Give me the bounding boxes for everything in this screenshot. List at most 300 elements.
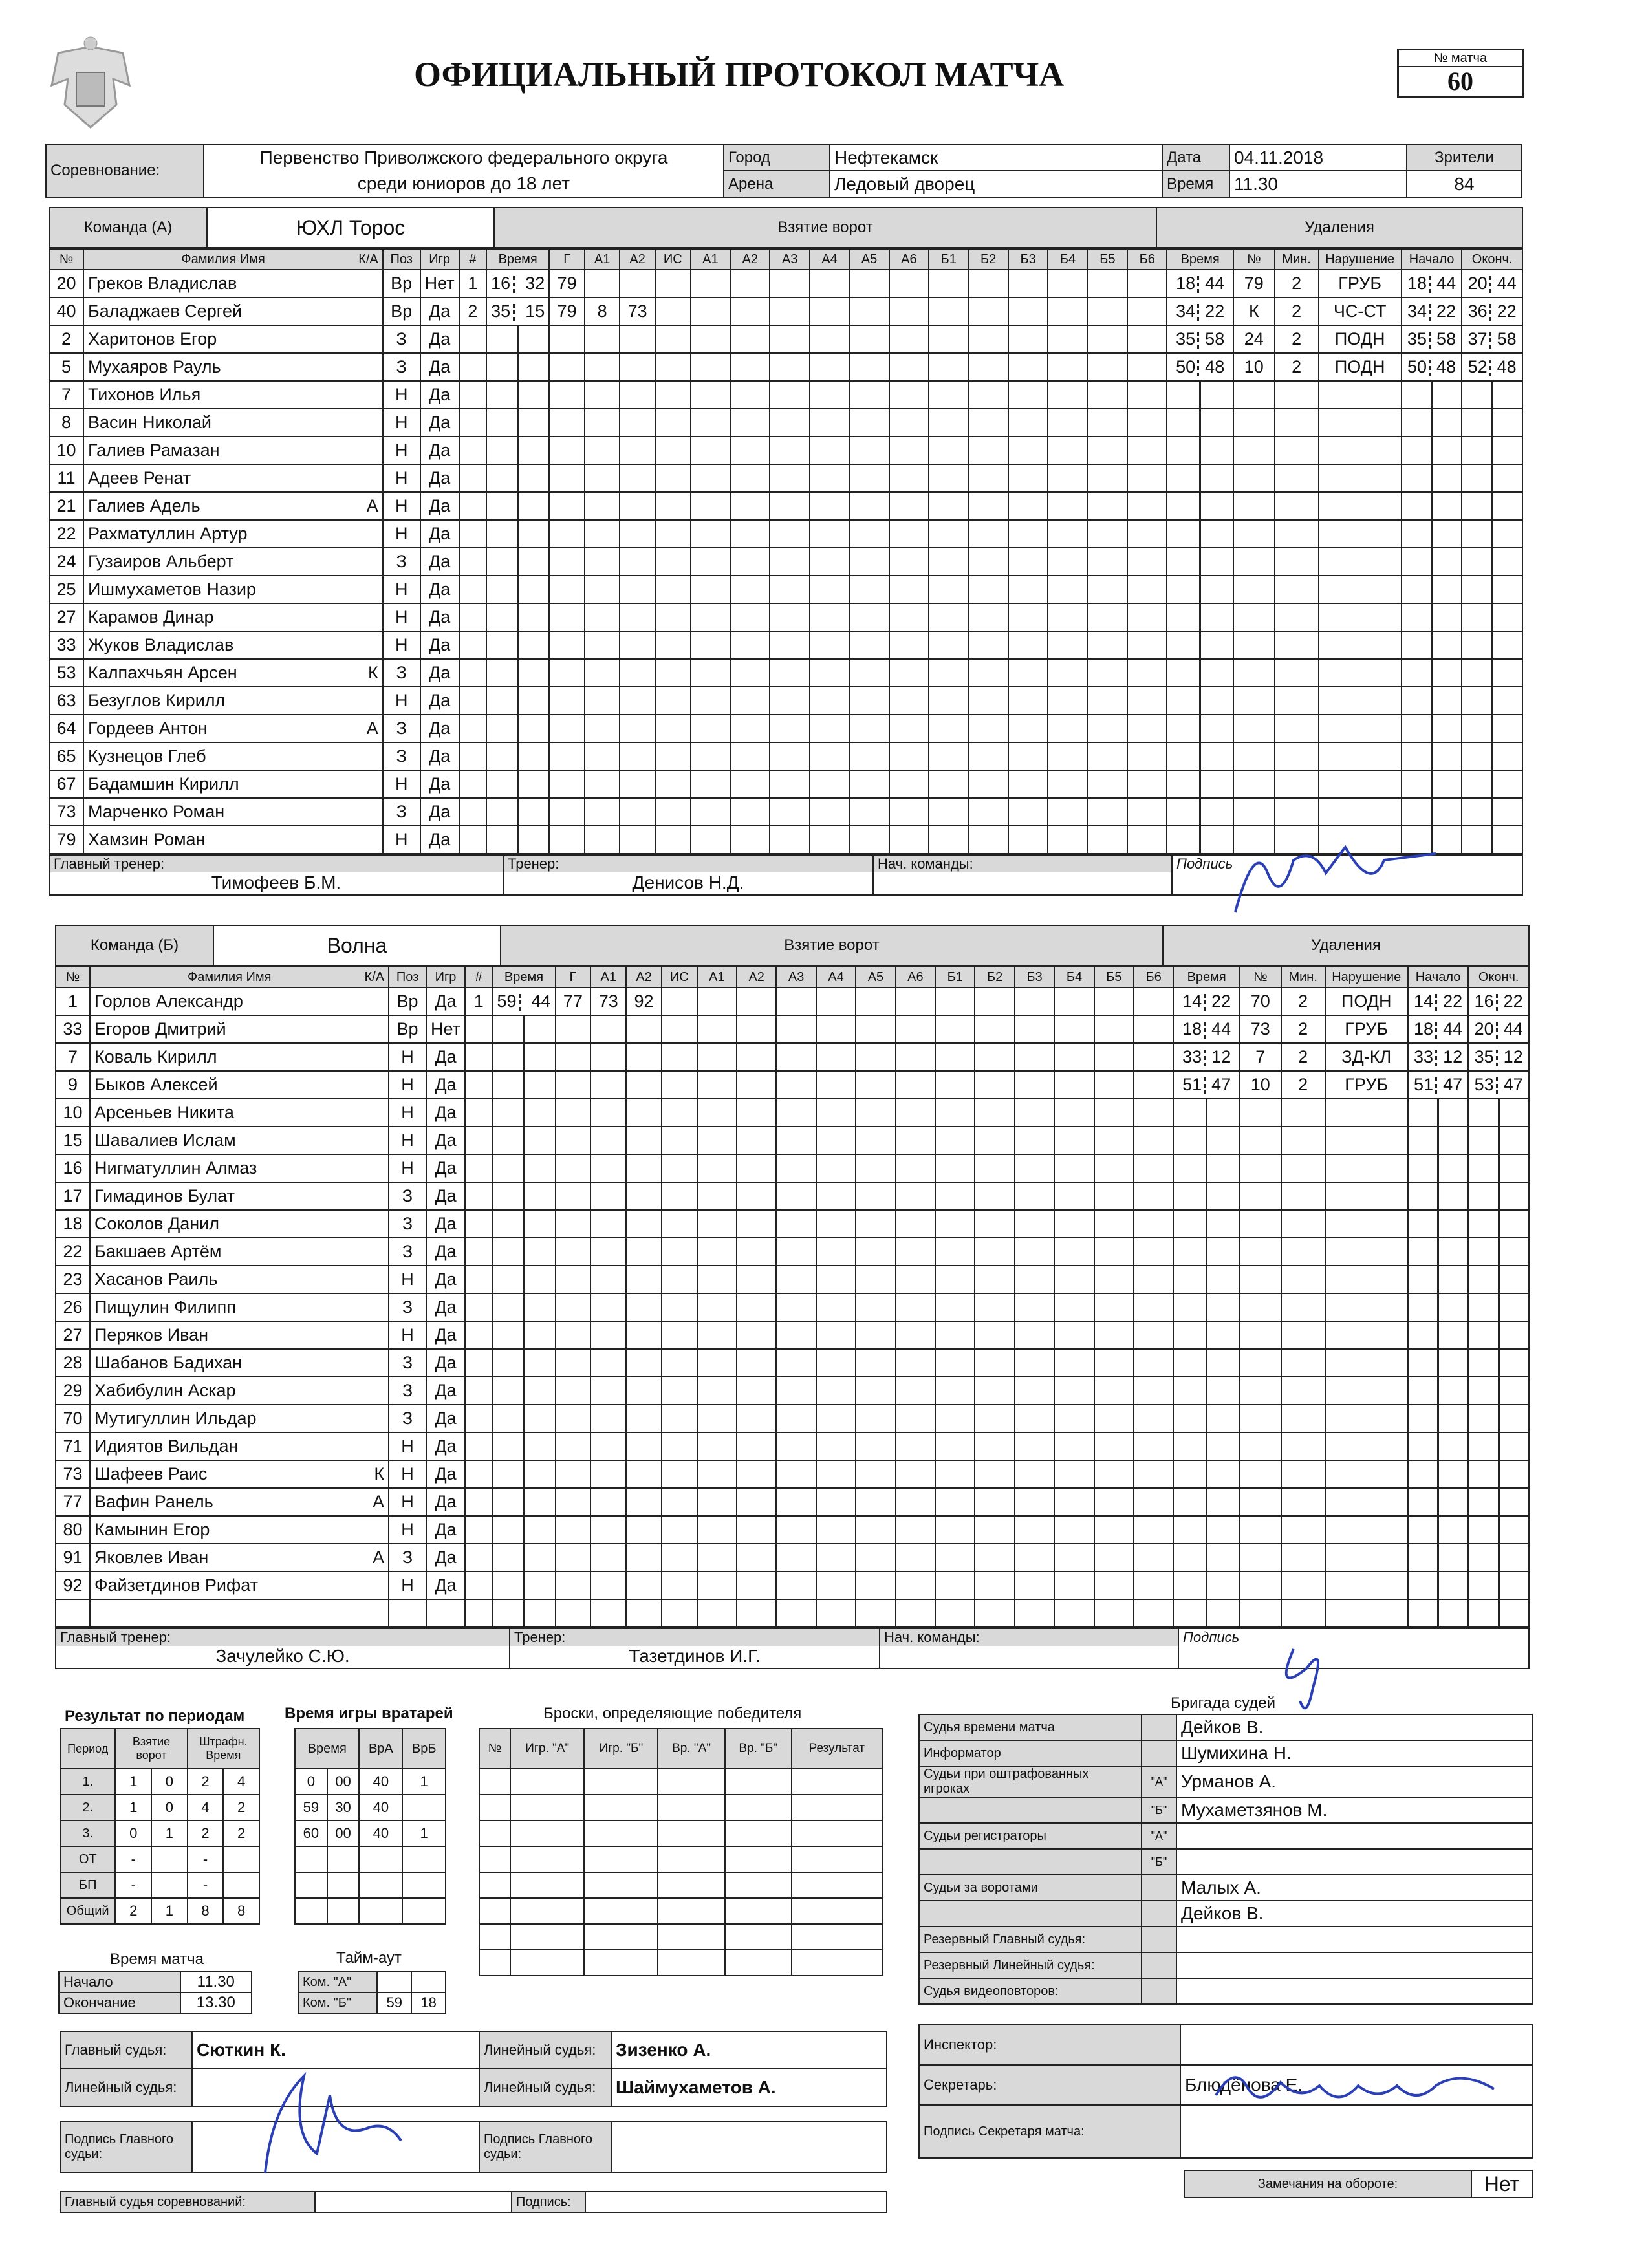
referee-row [919,1740,1532,1766]
empty-cell [1134,1460,1173,1488]
empty-cell [737,1377,776,1405]
empty-cell [1127,576,1167,603]
col-goal-0: # [459,249,486,270]
empty-cell [556,1405,591,1432]
empty-cell [810,492,849,520]
empty-cell [556,1599,591,1627]
empty-cell [1094,1460,1134,1488]
player-name: Баладжаев Сергей [83,297,383,325]
empty-cell [1088,325,1127,353]
empty-cell [929,576,968,603]
empty-cell [549,409,585,437]
empty-cell [730,297,770,325]
empty-cell [620,659,655,687]
empty-cell [1015,1321,1054,1349]
player-row [49,409,1522,437]
empty-cell [1048,520,1087,548]
empty-cell [1127,742,1167,770]
empty-cell [1134,1488,1173,1516]
empty-cell [1088,437,1127,464]
empty-cell [697,1349,737,1377]
player-plays: Да [426,1432,465,1460]
empty-cell [658,1795,724,1820]
empty-cell [465,1266,492,1293]
empty-cell [975,1460,1014,1488]
col-goal-4: А2 [620,249,655,270]
goals-section-title: Взятие ворот [501,925,1163,966]
empty-cell [935,1266,975,1293]
empty-cell [770,715,809,742]
player-row [56,1321,1529,1349]
empty-cell [1240,1154,1281,1182]
referee-role [919,1797,1142,1823]
empty-cell [1402,715,1462,742]
player-number: 21 [49,492,83,520]
empty-cell [1134,1071,1173,1099]
empty-cell [620,742,655,770]
empty-cell [486,325,549,353]
player-number: 91 [56,1544,90,1571]
empty-cell [1048,548,1087,576]
period-cell [223,1846,259,1872]
city-value: Нефтекамск [830,144,1162,171]
empty-cell [737,1405,776,1432]
referee-tag [1142,1714,1176,1740]
empty-cell [1054,1321,1094,1349]
empty-cell [1048,659,1087,687]
shots-h-3: Вр. "А" [658,1729,724,1769]
periods-h3: Штрафн. Время [188,1729,259,1769]
empty-cell [935,1516,975,1544]
empty-cell [1275,798,1319,826]
empty-cell [626,1266,662,1293]
signature-team-b [1268,1630,1358,1727]
empty-cell [510,1898,584,1924]
empty-cell [585,742,620,770]
empty-cell [776,1293,816,1321]
empty-cell [658,1950,724,1976]
timeout-title: Тайм-аут [336,1949,402,1967]
col-goal-6: А1 [697,967,737,988]
goal-cell: 79 [549,270,585,297]
empty-cell [662,1182,697,1210]
empty-cell [486,742,549,770]
empty-cell [810,325,849,353]
empty-cell [590,1516,626,1544]
empty-cell [968,631,1008,659]
empty-cell [1094,988,1134,1015]
empty-cell [770,659,809,687]
empty-cell [1088,659,1127,687]
empty-cell [1094,1321,1134,1349]
empty-cell [1325,1460,1408,1488]
empty-cell [816,1238,856,1266]
empty-cell [1127,826,1167,854]
empty-cell [975,1293,1014,1321]
player-row [49,715,1522,742]
empty-cell [929,659,968,687]
player-row [56,1266,1529,1293]
player-row [56,1460,1529,1488]
empty-cell [1402,659,1462,687]
player-plays: Да [420,548,459,576]
empty-cell [1325,1293,1408,1321]
empty-cell [691,381,730,409]
referee-name: Дейков В. [1176,1714,1532,1740]
empty-cell [929,325,968,353]
referee-role: Резервный Главный судья: [919,1927,1142,1952]
gk-cell [402,1795,446,1820]
empty-cell [1281,1432,1325,1460]
competition-label: Соревнование: [46,144,204,197]
empty-cell [856,1405,895,1432]
period-cell: 2 [188,1769,224,1795]
empty-cell [1008,687,1048,715]
player-plays: Да [420,492,459,520]
empty-cell [691,297,730,325]
line-referee-label-2: Линейный судья: [479,2069,611,2106]
player-name: Харитонов Егор [83,325,383,353]
empty-cell [691,826,730,854]
pen-minutes: 2 [1281,1015,1325,1043]
empty-cell [584,1872,658,1898]
empty-cell [1048,353,1087,381]
empty-cell [737,1266,776,1293]
empty-cell [465,1488,492,1516]
player-name: Файзетдинов Рифат [90,1571,389,1599]
empty-cell [697,1210,737,1238]
empty-cell [1275,687,1319,715]
empty-cell [1319,687,1402,715]
player-plays: Да [420,770,459,798]
empty-cell [1008,631,1048,659]
player-number: 7 [56,1043,90,1071]
col-goal-14: Б3 [1015,967,1054,988]
player-position: З [389,1210,426,1238]
empty-cell [1240,1238,1281,1266]
empty-cell [626,1405,662,1432]
empty-cell [770,270,809,297]
empty-cell [662,1127,697,1154]
empty-cell [730,381,770,409]
gk-time-table [294,1728,446,1925]
empty-cell [697,1266,737,1293]
player-number: 22 [49,520,83,548]
player-position: Н [383,520,420,548]
empty-cell [1054,1071,1094,1099]
player-name: Коваль Кирилл [90,1043,389,1071]
empty-cell [896,1488,935,1516]
empty-cell [816,1266,856,1293]
player-number: 16 [56,1154,90,1182]
gk-h-a: ВрА [359,1729,402,1769]
empty-cell [556,1293,591,1321]
player-position: Вр [389,1015,426,1043]
period-cell: 2 [188,1820,224,1846]
empty-cell [459,353,486,381]
period-row [60,1898,259,1924]
team-label: Команда (А) [49,208,207,248]
col-pen-2: Мин. [1281,967,1325,988]
empty-cell [1008,381,1048,409]
col-goal-9: А4 [810,249,849,270]
empty-cell [1088,603,1127,631]
empty-cell [585,715,620,742]
empty-cell [1402,603,1462,631]
player-plays: Да [426,1127,465,1154]
empty-cell [810,631,849,659]
empty-cell [697,1460,737,1488]
empty-cell [691,325,730,353]
empty-cell [492,1099,555,1127]
empty-cell [1468,1460,1529,1488]
empty-cell [1048,437,1087,464]
empty-cell [1127,520,1167,548]
player-name: Безуглов Кирилл [83,687,383,715]
empty-cell [658,1872,724,1898]
empty-cell [816,1043,856,1071]
player-row [49,297,1522,325]
referee-role: Судья времени матча [919,1714,1142,1740]
col-pos: Поз [389,967,426,988]
player-row [56,1516,1529,1544]
referee-tag [1142,1978,1176,2004]
empty-cell [929,270,968,297]
empty-cell [1167,798,1233,826]
player-plays: Да [426,1488,465,1516]
empty-cell [856,1321,895,1349]
empty-cell [691,548,730,576]
empty-cell [770,687,809,715]
empty-cell [737,1488,776,1516]
empty-cell [697,1015,737,1043]
empty-cell [1468,1099,1529,1127]
empty-cell [1281,1544,1325,1571]
empty-cell [1054,1127,1094,1154]
empty-cell [816,1377,856,1405]
empty-cell [776,1599,816,1627]
match-number-box [1397,49,1524,98]
empty-cell [1048,770,1087,798]
team-label: Команда (Б) [56,925,213,966]
empty-cell [697,1516,737,1544]
empty-cell [810,437,849,464]
empty-cell [1325,1432,1408,1460]
pen-player: К [1233,297,1275,325]
empty-cell [929,464,968,492]
player-row [56,1488,1529,1516]
empty-cell [1325,1405,1408,1432]
empty-cell [662,1238,697,1266]
empty-cell [585,770,620,798]
empty-cell [1134,1599,1173,1627]
empty-cell [465,1544,492,1571]
empty-cell [975,1516,1014,1544]
empty-cell [549,770,585,798]
head-coach-cell [56,1628,510,1669]
player-name: Гимадинов Булат [90,1182,389,1210]
empty-cell [730,770,770,798]
empty-cell [1468,1405,1529,1432]
player-name: Мухаяров Рауль [83,353,383,381]
player-row [56,1127,1529,1154]
empty-cell [479,1769,510,1795]
empty-cell [1240,1405,1281,1432]
empty-cell [1054,1460,1094,1488]
empty-cell [697,1043,737,1071]
empty-cell [792,1795,882,1820]
empty-cell [1008,520,1048,548]
empty-cell [662,1043,697,1071]
shots-table [479,1728,883,1976]
empty-cell [465,1377,492,1405]
arena-label: Арена [724,171,830,197]
empty-cell [1402,742,1462,770]
empty-cell [792,1950,882,1976]
empty-cell [1281,1599,1325,1627]
empty-cell [856,1349,895,1377]
empty-cell [1275,659,1319,687]
empty-cell [816,1405,856,1432]
player-name: Гордеев Антон А [83,715,383,742]
pen-end: 37 58 [1462,325,1522,353]
referee-row [919,1952,1532,1978]
empty-cell [1015,1405,1054,1432]
empty-cell [1088,492,1127,520]
empty-cell [585,353,620,381]
empty-cell [770,576,809,603]
empty-cell [929,381,968,409]
empty-cell [1173,1488,1239,1516]
empty-cell [662,1488,697,1516]
empty-cell [662,1571,697,1599]
pen-player: 10 [1240,1071,1281,1099]
period-cell [223,1872,259,1898]
player-name: Ишмухаметов Назир [83,576,383,603]
timeout-a-value [377,1972,411,1993]
col-goal-2: Г [549,249,585,270]
player-captain-mark: К [374,1464,385,1484]
pen-start: 18 44 [1402,270,1462,297]
empty-cell [585,437,620,464]
period-cell: - [115,1846,151,1872]
empty-cell [1408,1432,1469,1460]
empty-cell [816,988,856,1015]
empty-cell [889,631,929,659]
empty-cell [590,1127,626,1154]
empty-cell [1240,1571,1281,1599]
player-plays: Да [420,325,459,353]
empty-cell [1048,687,1087,715]
empty-cell [1319,492,1402,520]
empty-cell [929,520,968,548]
empty-cell [549,464,585,492]
empty-cell [585,576,620,603]
empty-cell [626,1182,662,1210]
referee-name [1176,1823,1532,1849]
col-goal-17: Б6 [1127,249,1167,270]
player-plays: Да [420,520,459,548]
empty-cell [1094,1293,1134,1321]
pen-minutes: 2 [1275,297,1319,325]
referee-role: Судья видеоповторов: [919,1978,1142,2004]
player-plays: Да [420,464,459,492]
empty-cell [1275,520,1319,548]
empty-cell [584,1769,658,1795]
empty-cell [1015,1210,1054,1238]
empty-cell [1088,576,1127,603]
empty-cell [1325,1127,1408,1154]
empty-cell [1015,1043,1054,1071]
referee-tag: "Б" [1142,1797,1176,1823]
player-number: 10 [56,1099,90,1127]
col-goal-13: Б2 [975,967,1014,988]
remarks-value: Нет [1471,2170,1532,2198]
empty-cell [620,520,655,548]
empty-cell [929,742,968,770]
empty-cell [662,1099,697,1127]
empty-cell [1402,576,1462,603]
empty-cell [590,1210,626,1238]
empty-cell [725,1820,792,1846]
empty-cell [459,409,486,437]
pen-time: 50 48 [1167,353,1233,381]
empty-cell [725,1898,792,1924]
col-goal-16: Б5 [1088,249,1127,270]
empty-cell [856,1238,895,1266]
pen-end: 20 44 [1468,1015,1529,1043]
empty-cell [1094,1182,1134,1210]
empty-cell [1319,381,1402,409]
empty-cell [1462,659,1522,687]
empty-cell [1233,603,1275,631]
empty-cell [556,1432,591,1460]
empty-cell [1240,1182,1281,1210]
empty-cell [510,1795,584,1820]
empty-cell [1173,1266,1239,1293]
empty-cell [1281,1377,1325,1405]
signature-secretary [1209,2057,1507,2121]
player-row [56,1293,1529,1321]
empty-cell [1462,715,1522,742]
empty-cell [556,1127,591,1154]
empty-cell [896,1182,935,1210]
empty-cell [849,270,889,297]
empty-cell [1468,1154,1529,1182]
empty-cell [1167,520,1233,548]
pen-infraction: ЗД-КЛ [1325,1043,1408,1071]
empty-cell [929,437,968,464]
empty-cell [1408,1544,1469,1571]
empty-cell [975,1071,1014,1099]
empty-cell [486,576,549,603]
team-chief-label: Нач. команды: [880,1629,1178,1646]
empty-cell [935,1099,975,1127]
empty-cell [549,325,585,353]
empty-cell [1240,1099,1281,1127]
player-row [56,1015,1529,1043]
player-number: 25 [49,576,83,603]
empty-cell [810,464,849,492]
empty-cell [935,1015,975,1043]
empty-cell [459,381,486,409]
player-plays: Да [420,409,459,437]
player-row [56,1377,1529,1405]
coach-label: Тренер: [504,856,872,872]
empty-cell [1094,1099,1134,1127]
empty-cell [810,687,849,715]
goal-number: 1 [459,270,486,297]
